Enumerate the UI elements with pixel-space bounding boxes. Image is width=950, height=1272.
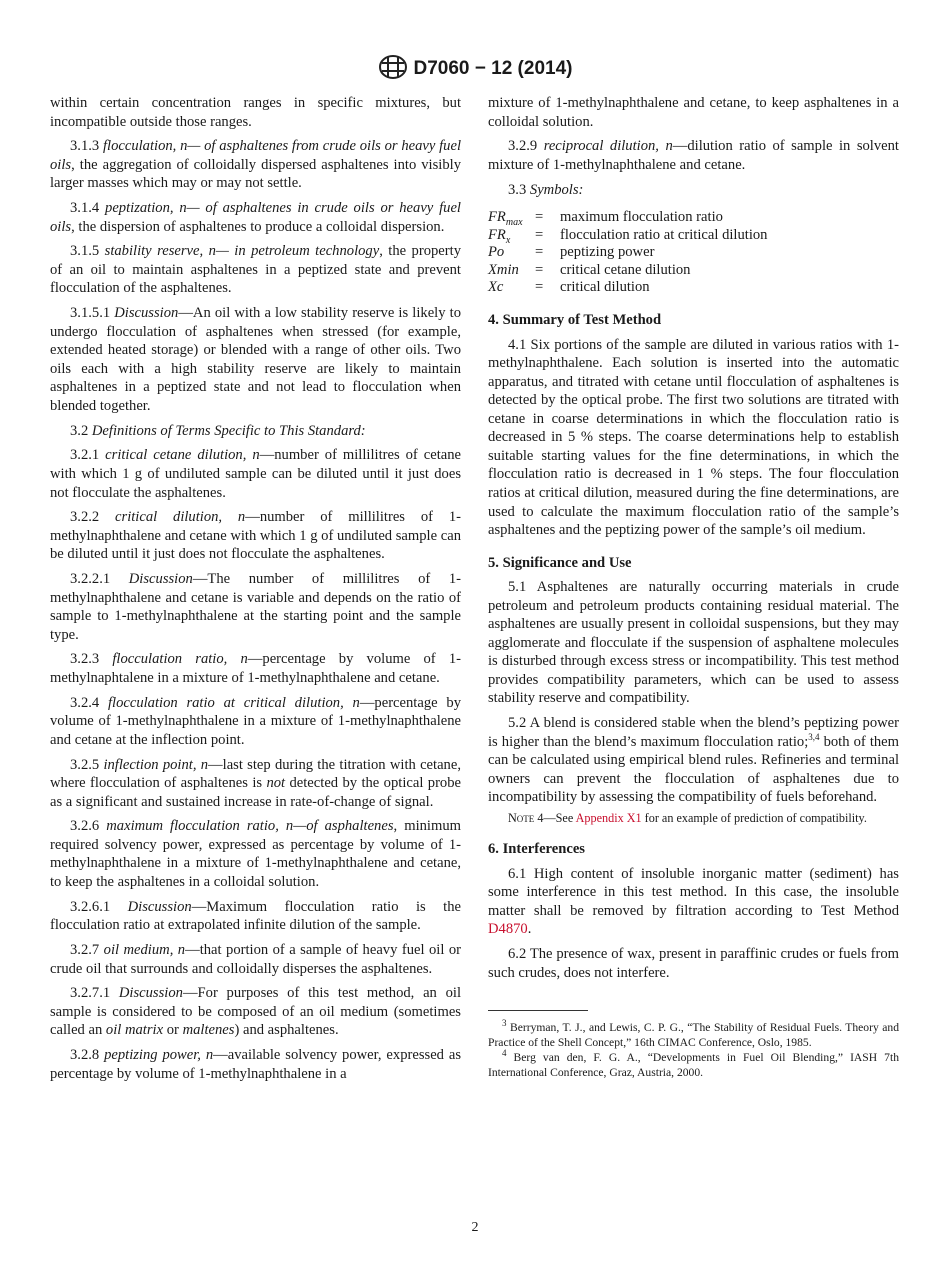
- paragraph: [488, 714, 899, 807]
- text-span: 3.2.6.1: [70, 898, 128, 915]
- section-heading: 6. Interferences: [488, 841, 585, 858]
- symbol: [488, 227, 535, 245]
- paragraph: [50, 694, 461, 750]
- footnote-text: Berg van den, F. G. A., “Developments in Fuel Oil Blending,” IASH 7th International Conference, Graz, Austria, 2000.: [488, 1051, 899, 1079]
- paragraph: [488, 94, 899, 131]
- symbol-definition: maximum flocculation ratio: [560, 209, 723, 226]
- text-span: 3.2.4: [70, 694, 108, 711]
- paragraph: [488, 336, 899, 540]
- paragraph: [488, 945, 899, 982]
- symbol-row: [488, 279, 767, 297]
- paragraph: [50, 756, 461, 812]
- text-span: —percentage by volume of 1-methylnaphtalene in a mixture of 1-methylnaphthalene and cetane.: [50, 651, 462, 686]
- paragraph: [488, 137, 899, 174]
- standard-designation: D7060 − 12 (2014): [413, 58, 573, 79]
- paragraph: [50, 817, 461, 891]
- footnote-ref: 3,4: [808, 731, 820, 742]
- equals: =: [535, 244, 544, 261]
- text-span: inflection point, n: [103, 756, 209, 773]
- equals: =: [535, 279, 544, 296]
- text-span: Symbols:: [529, 181, 584, 198]
- text-span: critical cetane dilution, n: [105, 447, 260, 464]
- paragraph: [50, 1046, 461, 1083]
- page-number: 2: [471, 1220, 479, 1235]
- symbol-row: [488, 227, 767, 245]
- text-span: , minimum required solvency power, expressed as percentage by volume of 1-methylnaphthalene in a mixture of 1-methylnaphthalene and cetane, to keep the asphaltenes in a colloidal solution.: [50, 818, 461, 891]
- paragraph: [50, 199, 461, 236]
- paragraph: [488, 865, 899, 939]
- symbol-definition: critical cetane dilution: [560, 261, 691, 278]
- paragraph: [50, 94, 461, 131]
- text-span: 4—See: [534, 811, 576, 826]
- text-span: —Maximum flocculation ratio is the flocculation ratio at extrapolated infinite dilution of the sample.: [50, 898, 462, 934]
- symbol: [488, 262, 535, 280]
- text-span: 3.2: [70, 422, 92, 439]
- equals: =: [535, 261, 544, 278]
- text-span: not: [266, 775, 286, 792]
- text-span: peptization, n— of asphaltenes in crude oils or heavy fuel oils: [50, 200, 461, 235]
- symbol-name: Xc: [488, 279, 504, 296]
- symbol-subscript: max: [505, 217, 523, 229]
- text-span: oil matrix: [105, 1022, 164, 1039]
- text-span: 3.2.7.1: [70, 985, 119, 1002]
- text-span: 3.2.9: [508, 138, 544, 155]
- text-span: mixture of 1-methylnaphthalene and cetane, to keep asphaltenes in a colloidal solution.: [488, 95, 899, 130]
- text-span: for an example of prediction of compatibility.: [641, 811, 867, 826]
- reference-link[interactable]: D4870: [488, 921, 528, 938]
- section-heading: 4. Summary of Test Method: [488, 312, 662, 329]
- equals: =: [535, 209, 544, 226]
- text-span: 3.1.4: [70, 200, 106, 217]
- text-span: 3.2.2: [70, 509, 116, 526]
- text-span: 5.2 A blend is considered stable when the blend’s peptizing power is higher than the blend’s maximum flocculation ratio;: [488, 715, 899, 750]
- paragraph: [50, 422, 461, 441]
- text-span: flocculation, n— of asphaltenes from crude oils or heavy fuel oils: [50, 138, 461, 173]
- text-span: 3.2.6: [70, 818, 107, 835]
- astm-logo-icon: [378, 55, 408, 79]
- text-span: 3.1.5.1: [70, 305, 115, 322]
- text-span: , the property of an oil to maintain asphaltenes in a peptized state and prevent flocculation of the asphaltenes.: [50, 243, 461, 297]
- page-header: [0, 55, 950, 80]
- text-span: stability reserve, n— in petroleum technology: [104, 243, 380, 260]
- text-span: , the dispersion of asphaltenes to produce a colloidal dispersion.: [71, 218, 445, 235]
- text-span: maximum flocculation ratio, n—of asphaltenes: [106, 818, 394, 835]
- paragraph: [488, 578, 899, 708]
- text-span: 3.2.8: [70, 1047, 105, 1064]
- text-span: , the aggregation of colloidally dispersed asphaltenes into visibly larger masses which may or may not settle.: [50, 156, 461, 192]
- text-span: —that portion of a sample of heavy fuel oil or crude oil that surrounds and colloidally disperses the asphaltenes.: [50, 942, 461, 977]
- text-span: —last step during the titration with cetane, where flocculation of asphaltenes is: [50, 756, 461, 792]
- footnote-divider: [488, 1010, 588, 1011]
- text-span: 3.2.2.1: [70, 571, 129, 588]
- text-span: 3.2.1: [70, 447, 106, 464]
- symbol-row: [488, 262, 767, 280]
- text-span: or: [163, 1022, 183, 1039]
- symbol-definition: flocculation ratio at critical dilution: [560, 226, 768, 243]
- text-span: flocculation ratio at critical dilution, n: [107, 694, 360, 711]
- symbol: [488, 244, 535, 262]
- note: [488, 811, 899, 826]
- symbol: [488, 279, 535, 297]
- symbol-name: Xmin: [488, 261, 519, 278]
- paragraph: [50, 508, 461, 564]
- right-column: [488, 94, 899, 1082]
- text-span: —An oil with a low stability reserve is likely to undergo flocculation of asphaltenes when stressed (for example, extended heated storage) or blended with a range of other oils. Two oils each with a high stability reserve are likely to maintain asphaltenes in a peptized state and not lead to flocculation when blended together.: [50, 305, 461, 414]
- text-span: —percentage by volume of 1-methylnaphthalene in a mixture of 1-methylnaphthalene and cetane at the inflection point.: [50, 694, 461, 748]
- symbol-subscript: x: [505, 234, 511, 246]
- text-span: 3.2.5: [70, 756, 104, 773]
- symbol-definition: peptizing power: [560, 244, 655, 261]
- footnote-number: 4: [502, 1048, 507, 1059]
- text-span: Discussion: [118, 985, 183, 1002]
- symbol-definition: critical dilution: [560, 279, 650, 296]
- symbol-name: Po: [488, 244, 505, 261]
- symbol-row: [488, 209, 767, 227]
- section-heading: 5. Significance and Use: [488, 554, 632, 571]
- equals: =: [535, 226, 544, 243]
- footnote: [488, 1018, 899, 1050]
- text-span: both of them can be calculated using empirical blend rules. Refineries and terminal owners can prevent the flocculation of asphaltenes due to incompatibility by assessing the compatibility of fuels beforehand.: [488, 733, 899, 806]
- paragraph: [488, 181, 899, 200]
- text-span: —available solvency power, expressed as percentage by volume of 1-methylnaphthalene in a: [50, 1047, 461, 1082]
- text-span: maltenes: [182, 1022, 235, 1039]
- text-span: —number of millilitres of 1-methylnaphthalene and cetane with which 1 g of undiluted sample can be diluted until it just does not flocculate the asphaltenes.: [50, 509, 461, 563]
- paragraph: [50, 304, 461, 415]
- symbol-name: FR: [488, 226, 506, 243]
- paragraph: [50, 941, 461, 978]
- text-span: —For purposes of this test method, an oil sample is considered to be composed of an oil medium (sometimes called an: [50, 985, 461, 1039]
- text-span: detected by the optical probe as a significant and sustained increase in rate-of-change of signal.: [50, 775, 461, 810]
- text-span: ) and asphaltenes.: [234, 1022, 339, 1039]
- text-span: —The number of millilitres of 1-methylnaphthalene and cetane is variable and depends on the ratio of sample to 1-methylnaphthalene at the starting point and the sample type.: [50, 571, 462, 643]
- text-span: critical dilution, n: [115, 509, 246, 526]
- text-span: 3.2.7: [70, 942, 104, 959]
- reference-link[interactable]: Appendix X1: [575, 811, 642, 826]
- text-span: .: [527, 921, 532, 938]
- text-span: 3.3: [508, 181, 530, 198]
- text-span: 3.1.5: [70, 243, 105, 260]
- text-span: Note: [508, 811, 535, 826]
- footnote: [488, 1048, 899, 1080]
- text-span: Discussion: [128, 571, 193, 588]
- text-span: oil medium, n: [103, 942, 186, 959]
- text-span: 5.1 Asphaltenes are naturally occurring materials in crude petroleum and petroleum products containing residual material. The asphaltenes are usually present in colloidal suspensions, but they may agglomerate and flocculate if the suspension of asphaltene molecules is disturbed through excess stress or incompatibility. This test method provides compatibility parameters, which can be used to assess stability reserve and compatibility.: [488, 579, 899, 707]
- text-span: Discussion: [114, 305, 179, 322]
- text-span: 4.1 Six portions of the sample are diluted in various ratios with 1-methylnaphthalene. Each solution is inserted into the automatic apparatus, and titrated with cetane until flocculation of asphaltenes is detected by the optical probe. The first two solutions are titrated with cetane in coarse determinations in which the flocculation ratio is decreased in 5 % steps. The coarse determinations help to establish suitable starting values for the fine determinations, in which the flocculation ratio is decreased in 1 % steps. The four flocculation ratios at critical dilution, measured during the fine determinations, are used to calculate the maximum flocculation ratio of the sample’s asphaltenes and the peptizing power of the sample’s oil medium.: [488, 336, 899, 539]
- footnote-text: Berryman, T. J., and Lewis, C. P. G., “The Stability of Residual Fuels. Theory and Practice of the Shell Concept,” 16th CIMAC Conference, Oslo, 1985.: [488, 1021, 899, 1049]
- text-span: reciprocal dilution, n: [543, 138, 673, 155]
- paragraph: [50, 242, 461, 298]
- paragraph: [50, 446, 461, 502]
- symbol: [488, 209, 535, 227]
- text-span: 3.1.3: [70, 138, 103, 155]
- symbols-table: [488, 209, 767, 297]
- text-span: Definitions of Terms Specific to This Standard:: [91, 422, 366, 439]
- paragraph: [50, 984, 461, 1040]
- paragraph: [50, 570, 461, 644]
- text-span: peptizing power, n: [104, 1047, 214, 1064]
- text-span: —dilution ratio of sample in solvent mixture of 1-methylnaphthalene and cetane.: [488, 138, 899, 173]
- left-column: [50, 94, 461, 1089]
- text-span: Discussion: [127, 898, 192, 915]
- text-span: flocculation ratio, n: [112, 651, 248, 668]
- symbol-name: FR: [488, 209, 506, 226]
- text-span: within certain concentration ranges in specific mixtures, but incompatible outside those ranges.: [50, 95, 461, 130]
- text-span: 6.1 High content of insoluble inorganic matter (sediment) has some interference in this test method. In this case, the insoluble matter shall be removed by filtration according to Test Method: [488, 865, 899, 919]
- text-span: 3.2.3: [70, 651, 113, 668]
- paragraph: [50, 898, 461, 935]
- paragraph: [50, 650, 461, 687]
- paragraph: [50, 137, 461, 193]
- text-span: 6.2 The presence of wax, present in paraffinic crudes or fuels from such crudes, does not interfere.: [488, 946, 899, 981]
- text-span: —number of millilitres of cetane with which 1 g of undiluted sample can be diluted until it just does not flocculate the asphaltenes.: [50, 447, 461, 501]
- symbol-row: [488, 244, 767, 262]
- footnote-number: 3: [502, 1018, 507, 1029]
